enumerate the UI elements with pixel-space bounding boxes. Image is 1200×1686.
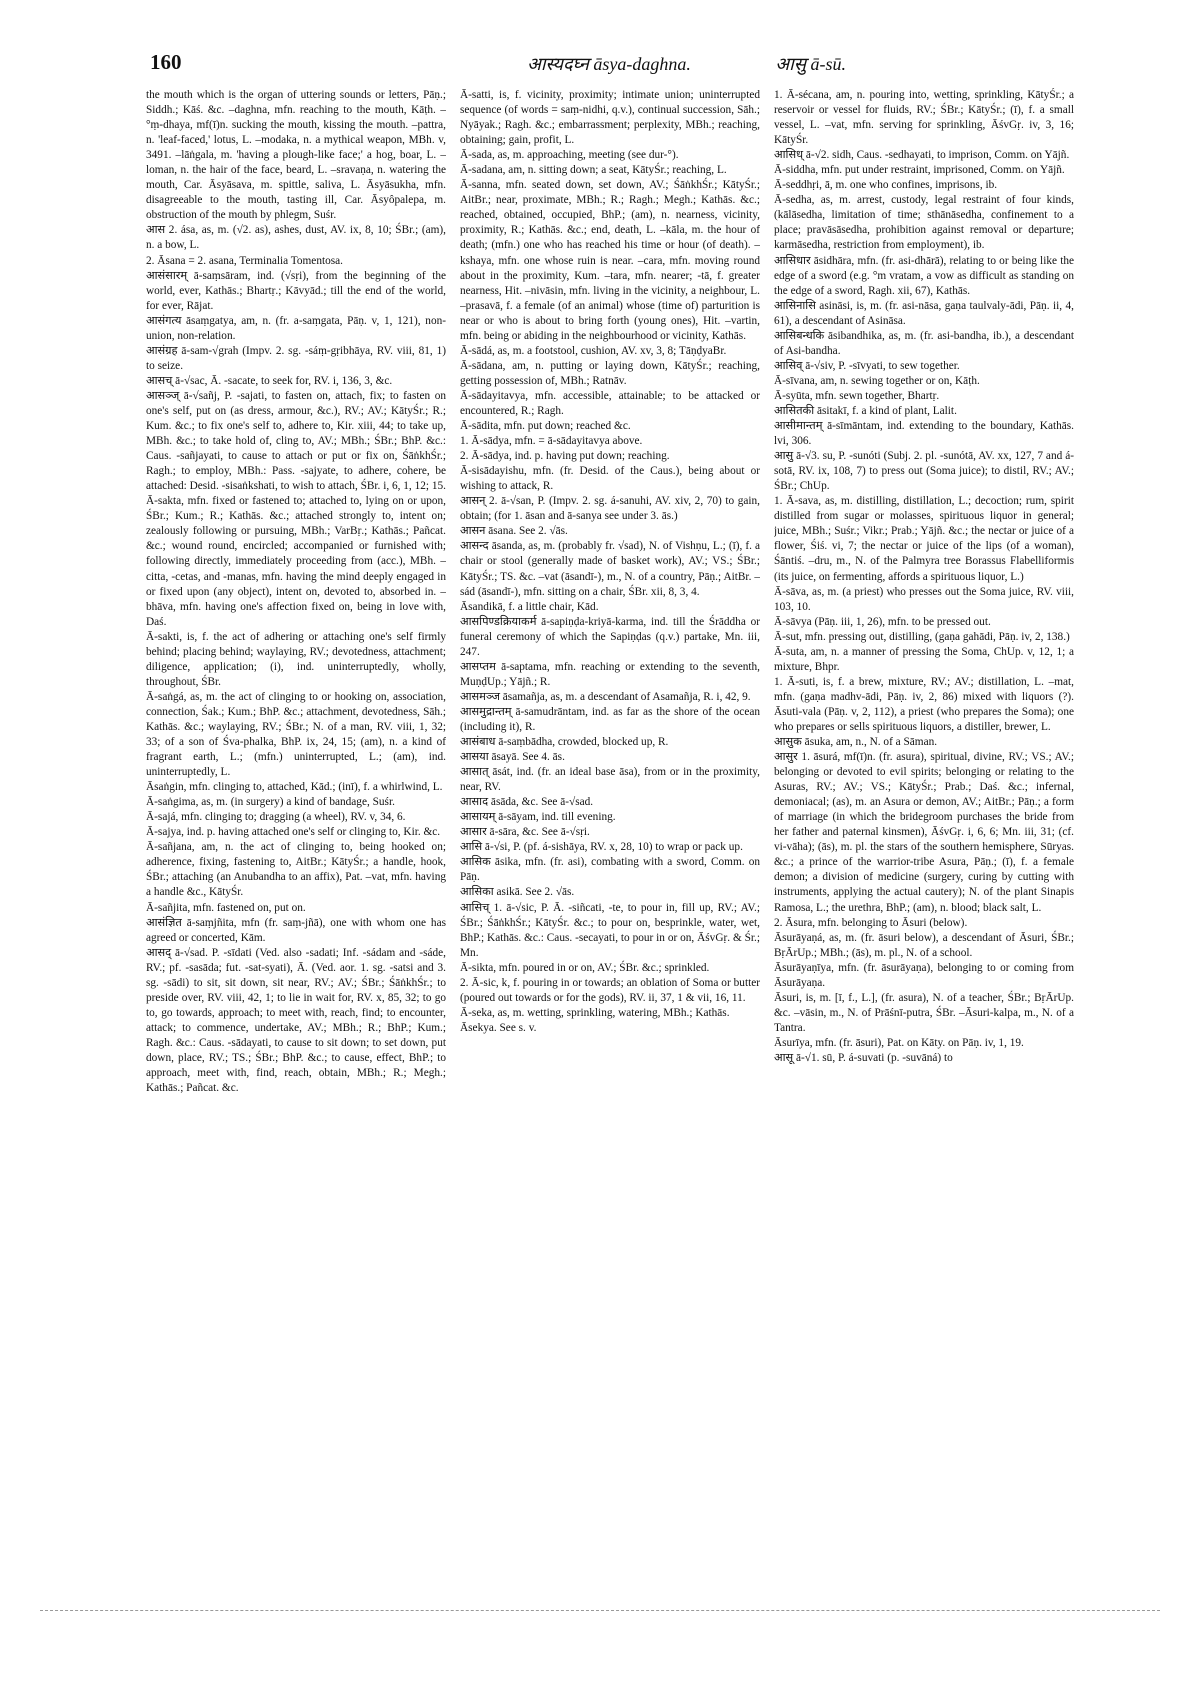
dictionary-entry: आसिका asikā. See 2. √ās. [460,886,575,899]
dictionary-entry: आसिक āsika, mfn. (fr. asi), combating with a sword, Comm. on Pāṇ. [460,856,760,884]
dictionary-entry: Ā-sañjana, am, n. the act of clinging to, being hooked on; adherence, fixing, fastening to, AitBr.; KātyŚr.; a handle, hook, ŚBr.; attaching (an Anubandha to an affix), Pat. –vat, mfn. having a handle &c., KātyŚr. [146,841,446,899]
dictionary-entry: 2. Āsana = 2. asana, Terminalia Tomentosa. [146,254,343,267]
dictionary-entry: the mouth which is the organ of uttering sounds or letters, Pāṇ.; Siddh.; Kāś. &c. –daghna, mfn. reaching to the mouth, Kāṭh. –°ṃ-dhaya, mf(ī)n. sucking the mouth, kissing the mouth. –pattra, n. 'leaf-faced,' lotus, L. –modaka, n. a mythical weapon, MBh. v, 3491. –lāṅgala, m. 'having a plough-like face;' a hog, boar, L. –loman, n. the hair of the face, beard, L. –sravaṇa, n. watering the mouth, Car. Āsyāsava, m. spittle, saliva, L. Āsyāsukha, mfn. disagreeable to the mouth, tasting ill, Car. Āsyôpalepa, m. obstruction of the mouth by phlegm, Suśr. [146,89,446,222]
dictionary-entry: Āsandikā, f. a little chair, Kād. [460,600,599,613]
bottom-rule [40,1610,1160,1611]
dictionary-entry: आसीमान्तम् ā-sīmāntam, ind. extending to the boundary, Kathās. lvi, 306. [774,420,1074,448]
dictionary-entry: आसमुद्रान्तम् ā-samudrāntam, ind. as far as the shore of the ocean (including it), R. [460,705,760,733]
dictionary-entry: Ā-sīvana, am, n. sewing together or on, Kāṭh. [774,374,980,387]
dictionary-entry: आसच् ā-√sac, Ā. -sacate, to seek for, RV. i, 136, 3, &c. [146,374,393,387]
text-columns [146,88,1074,1568]
dictionary-entry: Ā-sut, mfn. pressing out, distilling, (gaṇa gahādi, Pāṇ. iv, 2, 138.) [774,630,1070,643]
dictionary-entry: 1. Ā-sava, as, m. distilling, distillation, L.; decoction; rum, spirit distilled from sugar or molasses, spirituous liquor in general; juice, MBh.; Suśr.; Vikr.; Prab.; Yājñ. &c.; the nectar or juice of a flower, Śiś. vi, 7; the nectar or juice of the lips (of a woman), Śāntiś. –dru, m., N. of the Palmyra tree Borassus Flabelliformis (its juice, on fermenting, affords a spirituous liquor, L.) [774,495,1074,583]
dictionary-entry: आसंग्रह ā-sam-√grah (Impv. 2. sg. -sáṃ-gṛibhāya, RV. viii, 81, 1) to seize. [146,344,446,372]
dictionary-entry: Ā-saṅgima, as, m. (in surgery) a kind of bandage, Suśr. [146,796,395,809]
dictionary-entry: Ā-sakti, is, f. the act of adhering or attaching one's self firmly behind; placing behind; waylaying, RV.; devotedness, attachment; diligence, application; (i), ind. uninterruptedly, wholly, throughout, ŚBr. [146,630,446,688]
dictionary-entry: Ā-sakta, mfn. fixed or fastened to; attached to, lying on or upon, ŚBr.; Kum.; R.; Kathās. &c.; attached strongly to, intent on; zealously following or pursuing, MBh.; VarBṛ.; Kathās.; Pañcat. &c.; wound round, encircled; accompanied or furnished with; following directly, immediately proceeding from (acc.), MBh. –citta, -cetas, and -manas, mfn. having the mind deeply engaged in or fixed upon (any object), intent on, devoted to, absorbed in. –bhāva, mfn. having one's affection fixed on, being in love with, Daś. [146,495,446,628]
dictionary-entry: आसंगत्य āsaṃgatya, am, n. (fr. a-saṃgata, Pāṇ. v, 1, 121), non-union, non-relation. [146,314,446,342]
dictionary-entry: आसायम् ā-sāyam, ind. till evening. [460,811,616,824]
column-right [774,88,1074,1568]
dictionary-entry: आसंबाध ā-saṃbādha, crowded, blocked up, R. [460,736,669,749]
dictionary-entry: Āsurīya, mfn. (fr. āsuri), Pat. on Kāty. on Pāṇ. iv, 1, 19. [774,1036,1024,1049]
dictionary-entry: आसन āsana. See 2. √ās. [460,525,568,538]
dictionary-entry: आसू ā-√1. sū, P. á-suvati (p. -suvāná) to [774,1052,953,1064]
dictionary-entry: Ā-sadana, am, n. sitting down; a seat, KātyŚr.; reaching, L. [460,164,727,177]
dictionary-entry: आसुक āsuka, am, n., N. of a Sāman. [774,736,938,749]
dictionary-entry: Ā-sañjita, mfn. fastened on, put on. [146,901,306,914]
dictionary-entry: Āsaṅgin, mfn. clinging to, attached, Kād.; (inī), f. a whirlwind, L. [146,781,443,794]
dictionary-entry: आसुर 1. āsurá, mf(ī)n. (fr. asura), spiritual, divine, RV.; VS.; AV.; belonging or devoted to evil spirits; belonging or relating to the Asuras, RV.; AV.; VS.; KātyŚr.; Prab.; Daś. &c.; infernal, demoniacal; (as), m. an Asura or demon, AV.; AitBr.; Pāṇ.; a form of marriage (in which the bridegroom purchases the bride from her father and paternal kinsmen), ĀśvGṛ. i, 6, 6; Mn. iii, 31; (cf. vi-vāha); (ās), m. pl. the stars of the southern hemisphere, Sūryas. &c.; a prince of the warrior-tribe Asura, Pāṇ.; (ī), f. a female demon; a division of medicine (surgery, curing by cutting with instruments, applying the actual cautery); N. of the plant Sinapis Ramosa, L.; the urethra, BhP.; (am), n. blood; black salt, L. [774,751,1074,914]
dictionary-entry: आसञ्ज् ā-√sañj, P. -sajati, to fasten on, attach, fix; to fasten on one's self, put on (as dress, armour, &c.), RV.; AV.; KātyŚr.; R.; Kum. &c.; to fix one's self to, adhere to, Kir. xiii, 44; to take up, MBh. &c.; to take hold of, cling to, AV.; MBh.; ŚBr.; BhP. &c.: Caus. -sañjayati, to cause to attach or put or fix on, ŚāṅkhŚr.; Ragh.; to employ, MBh.: Pass. -sajyate, to adhere, cohere, be attached: Desid. -sisaṅkshati, to wish to attach, ŚBr. i, 6, 1, 12; 15. [146,389,446,493]
dictionary-entry: आसन् 2. ā-√san, P. (Impv. 2. sg. á-sanuhi, AV. xiv, 2, 70) to gain, obtain; (for 1. āsan and ā-sanya see under 3. ās.) [460,495,760,523]
dictionary-entry: आसाद āsāda, &c. See ā-√sad. [460,796,594,809]
dictionary-entry: Ā-seka, as, m. wetting, sprinkling, watering, MBh.; Kathās. [460,1006,730,1019]
dictionary-entry: Ā-sādá, as, m. a footstool, cushion, AV. xv, 3, 8; TāṇḍyaBr. [460,344,727,357]
dictionary-entry: आसिव् ā-√siv, P. -sīvyati, to sew together. [774,359,960,372]
dictionary-entry: Ā-syūta, mfn. sewn together, Bhartṛ. [774,389,940,402]
dictionary-entry: Ā-sādayitavya, mfn. accessible, attainable; to be attacked or encountered, R.; Ragh. [460,389,760,417]
dictionary-entry: आसि ā-√si, P. (pf. á-sishāya, RV. x, 28, 10) to wrap or pack up. [460,841,743,854]
dictionary-entry: Ā-siddha, mfn. put under restraint, imprisoned, Comm. on Yājñ. [774,164,1065,177]
left-running-headword: आस्यदघ्न āsya-daghna. [527,54,691,74]
dictionary-entry: Ā-seddhṛi, ā, m. one who confines, imprisons, ib. [774,179,998,192]
dictionary-entry: आसमञ्ज āsamañja, as, m. a descendant of Asamañja, R. i, 42, 9. [460,690,751,703]
dictionary-entry: Ā-sada, as, m. approaching, meeting (see dur-°). [460,149,679,162]
dictionary-entry: Ā-satti, is, f. vicinity, proximity; intimate union; uninterrupted sequence (of words = saṃ-nidhi, q.v.), continual succession, Sāh.; Nyāyak.; Ragh. &c.; embarrassment; perplexity, MBh.; reaching, obtaining; gain, profit, L. [460,89,760,147]
column-middle [460,88,760,1568]
dictionary-entry: Āsurāyaṇá, as, m. (fr. āsuri below), a descendant of Āsuri, ŚBr.; BṛĀrUp.; MBh.; (ās), m. pl., N. of a school. [774,931,1074,959]
dictionary-entry: Ā-saṅgá, as, m. the act of clinging to or hooking on, association, connection, Śak.; Kum.; BhP. &c.; attachment, devotedness, Sāh.; Kathās. &c.; waylaying, RV.; ŚBr.; N. of a man, RV. viii, 1, 32; 33; of a son of Śva-phalka, BhP. ix, 24, 15; (am), n. a kind of fragrant earth, L.; (mfn.) uninterrupted, L.; (am), ind. uninterruptedly, L. [146,690,446,779]
dictionary-entry: आसया āsayā. See 4. ās. [460,751,565,764]
dictionary-entry: Āsekya. See s. v. [460,1021,537,1034]
right-running-headword: आसु ā-sū. [775,54,846,74]
dictionary-entry: 1. Ā-sécana, am, n. pouring into, wetting, sprinkling, KātyŚr.; a reservoir or vessel for fluids, RV.; ŚBr.; KātyŚr.; (ī), f. a small vessel, L. –vat, mfn. serving for sprinkling, ĀśvGṛ. iv, 3, 16; KātyŚr. [774,89,1074,147]
column-left [146,88,446,1568]
page-header [150,48,1068,84]
dictionary-entry: आसिध् ā-√2. sidh, Caus. -sedhayati, to imprison, Comm. on Yājñ. [774,149,1070,162]
dictionary-entry: Ā-sāva, as, m. (a priest) who presses out the Soma juice, RV. viii, 103, 10. [774,585,1074,613]
dictionary-entry: Ā-sajya, ind. p. having attached one's self or clinging to, Kir. &c. [146,826,441,839]
dictionary-entry: आसद् ā-√sad. P. -sīdati (Ved. also -sadati; Inf. -sádam and -sáde, RV.; pf. -sasāda; fut. -sat-syati), Ā. (Ved. aor. 1. sg. -satsi and 3. sg. -sādi) to sit, sit down, sit near, RV.; AV.; ŚBr.; ŚāṅkhŚr.; to preside over, RV. viii, 42, 1; to lie in wait for, RV. x, 85, 32; to go to, go towards, approach; to meet with, reach, find; to encounter, attack; to commence, undertake, AV.; MBh.; R.; BhP.; Kum.; Ragh. &c.: Caus. -sādayati, to cause to sit down; to set down, put down, place, RV.; TS.; ŚBr.; BhP. &c.; to cause, effect, BhP.; to approach, meet with, find, reach, obtain, MBh.; R.; Megh.; Kathās.; Pañcat. &c. [146,946,446,1095]
dictionary-entry: आसप्तम ā-saptama, mfn. reaching or extending to the seventh, MuṇḍUp.; Yājñ.; R. [460,660,760,688]
dictionary-entry: आसिधार āsidhāra, mfn. (fr. asi-dhārā), relating to or being like the edge of a sword (e.g. °m vratam, a vow as difficult as standing on the edge of a sword, Ragh. xii, 67), Kathās. [774,254,1074,297]
dictionary-entry: आसिच् 1. ā-√sic, P. Ā. -siñcati, -te, to pour in, fill up, RV.; AV.; ŚBr.; ŚāṅkhŚr.; KātyŚr. &c.; to pour on, besprinkle, water, wet, BhP.; Kathās. &c.: Caus. -secayati, to pour in or on, ĀśvGṛ. & Śr.; Mn. [460,901,760,959]
dictionary-entry: Ā-sanna, mfn. seated down, set down, AV.; ŚāṅkhŚr.; KātyŚr.; AitBr.; near, proximate, MBh.; R.; Ragh.; Megh.; Kathās. &c.; reached, obtained, occupied, BhP.; (am), n. nearness, vicinity, proximity, R.; Kathās. &c.; end, death, L. –kāla, m. the hour of death; (mfn.) one who has reached his time or hour (of death). –kshaya, mfn. one whose ruin is near. –cara, mfn. moving round about in the proximity, Kum. –tara, mfn. nearer; -tā, f. greater nearness, Hit. –nivāsin, mfn. living in the vicinity, a neighbour, L. –prasavā, f. a female (of an animal) whose (time of) parturition is near or who is about to bring forth (young ones), Hit. –vartin, mfn. being or abiding in the neighbourhood or vicinity, Kathās. [460,179,760,342]
dictionary-entry: 2. Ā-sādya, ind. p. having put down; reaching. [460,450,670,463]
dictionary-entry: आसिनासि asināsi, is, m. (fr. asi-nāsa, gaṇa taulvaly-ādi, Pāṇ. ii, 4, 61), a descendant of Asināsa. [774,299,1074,327]
dictionary-entry: आस 2. ása, as, m. (√2. as), ashes, dust, AV. ix, 8, 10; ŚBr.; (am), n. a bow, L. [146,224,446,252]
dictionary-entry: Ā-sāvya (Pāṇ. iii, 1, 26), mfn. to be pressed out. [774,615,991,628]
dictionary-entry: आसु ā-√3. su, P. -sunóti (Subj. 2. pl. -sunótā, AV. xx, 127, 7 and á-sotā, RV. ix, 108, 7) to press out (Soma juice); to distil, RV.; AV.; ŚBr.; ChUp. [774,450,1074,493]
dictionary-entry: आसंसारम् ā-saṃsāram, ind. (√sṛi), from the beginning of the world, ever, Kathās.; Bhartṛ.; Kāvyād.; till the end of the world, for ever, Rājat. [146,269,446,312]
page-number: 160 [150,50,182,74]
dictionary-entry: Ā-sajá, mfn. clinging to; dragging (a wheel), RV. v, 34, 6. [146,811,406,824]
dictionary-entry: Ā-sisādayishu, mfn. (fr. Desid. of the Caus.), being about or wishing to attack, R. [460,465,760,493]
dictionary-entry: Ā-sādana, am, n. putting or laying down, KātyŚr.; reaching, getting possession of, MBh.; Ratnāv. [460,359,760,387]
dictionary-entry: आसिबन्धकि āsibandhika, as, m. (fr. asi-bandha, ib.), a descendant of Asi-bandha. [774,329,1074,357]
dictionary-entry: आसन्द āsanda, as, m. (probably fr. √sad), N. of Vishṇu, L.; (ī), f. a chair or stool (generally made of basket work), AV.; VS.; ŚBr.; KātyŚr.; TS. &c. –vat (āsandī-), m., N. of a country, Pāṇ.; AitBr. –sád (āsandī-), mfn. sitting on a chair, ŚBr. xii, 8, 3, 4. [460,540,760,598]
dictionary-entry: आसार ā-sāra, &c. See ā-√sṛi. [460,826,590,839]
dictionary-entry: Ā-sedha, as, m. arrest, custody, legal restraint of four kinds, (kālāsedha, limitation of time; sthānāsedha, confinement to a place; pravāsāsedha, prohibition against removal or departure; karmāsedha, restriction from employment), ib. [774,194,1074,252]
dictionary-entry: 2. Āsura, mfn. belonging to Āsuri (below). [774,916,968,929]
dictionary-entry: आसपिण्डक्रियाकर्म ā-sapiṇḍa-kriyā-karma, ind. till the Śrāddha or funeral ceremony of which the Sapiṇḍas (q.v.) partake, Mn. iii, 247. [460,615,760,658]
dictionary-entry: Ā-sikta, mfn. poured in or on, AV.; ŚBr. &c.; sprinkled. [460,961,710,974]
dictionary-entry: 1. Ā-sādya, mfn. = ā-sādayitavya above. [460,435,643,448]
dictionary-entry: आसंज्ञित ā-saṃjñita, mfn (fr. saṃ-jñā), one with whom one has agreed or concerted, Kām. [146,916,446,944]
dictionary-entry: 1. Ā-suti, is, f. a brew, mixture, RV.; AV.; distillation, L. –mat, mfn. (gaṇa madhv-ādi, Pāṇ. iv, 2, 86) mixed with liquors (?). Āsuti-vala (Pāṇ. v, 2, 112), a priest (who prepares the Soma); one who prepares or sells spirituous liquors, a distiller, brewer, L. [774,675,1074,733]
dictionary-entry: आसितकी āsitakī, f. a kind of plant, Lalit. [774,404,957,417]
dictionary-entry: Ā-suta, am, n. a manner of pressing the Soma, ChUp. v, 12, 1; a mixture, Bhpr. [774,645,1074,673]
dictionary-entry: Ā-sādita, mfn. put down; reached &c. [460,420,631,433]
dictionary-entry: 2. Ā-sic, k, f. pouring in or towards; an oblation of Soma or butter (poured out towards or for the gods), RV. ii, 37, 1 & vii, 16, 11. [460,976,760,1004]
dictionary-entry: Āsurāyaṇīya, mfn. (fr. āsurāyaṇa), belonging to or coming from Āsurāyaṇa. [774,961,1074,989]
dictionary-entry: Āsuri, is, m. [ī, f., L.], (fr. asura), N. of a teacher, ŚBr.; BṛĀrUp. &c. –vāsin, m., N. of Prāśnī-putra, ŚBr. –Āsuri-kalpa, m., N. of a Tantra. [774,991,1074,1034]
dictionary-entry: आसात् āsát, ind. (fr. an ideal base āsa), from or in the proximity, near, RV. [460,766,760,794]
